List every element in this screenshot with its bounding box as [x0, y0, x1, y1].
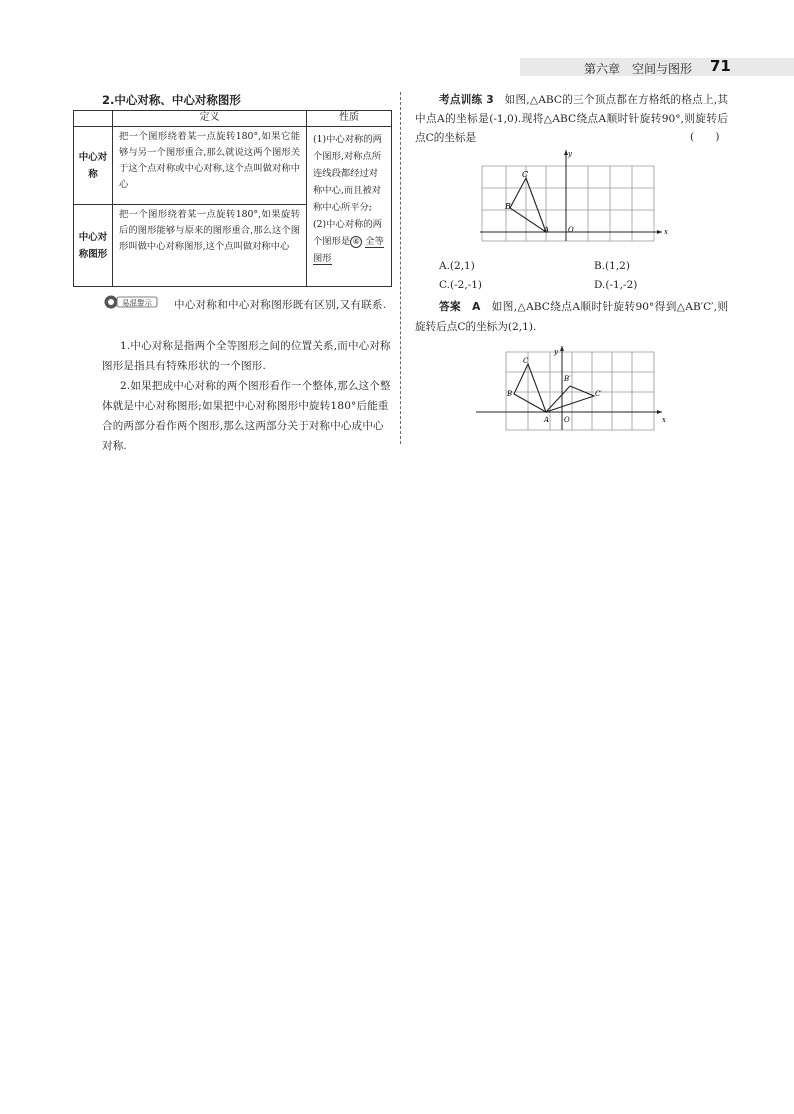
question-body: 如图,△ABC的三个顶点都在方格纸的格点上,其中点A的坐标是(-1,0).现将△ABC绕点A顺时针旋转90°,则旋转后点C的坐标是 [415, 94, 728, 144]
fig1-origin: O [568, 226, 574, 234]
question-label: 考点训练 3 [439, 94, 494, 106]
figure-2-grid [476, 346, 670, 436]
fig2-label-Cp: C′ [595, 390, 602, 398]
fig1-x-label: x [664, 228, 668, 236]
property-part1: (1)中心对称的两个图形,对称点所连线段都经过对称中心,而且被对称中心所平分; [313, 134, 382, 213]
property-cell [307, 127, 392, 287]
fig2-label-A: A [544, 416, 550, 424]
column-divider [400, 92, 401, 444]
tip-text: 中心对称和中心对称图形既有区别,又有联系. [174, 299, 387, 311]
fig2-label-B: B [507, 390, 513, 398]
point-1: 1.中心对称是指两个全等图形之间的位置关系,而中心对称图形是指具有特殊形状的一个图形. [102, 340, 391, 372]
table-corner [74, 111, 113, 127]
fig1-label-B: B [505, 202, 511, 211]
figure-1-grid [480, 148, 670, 248]
property-answer: 全等图形 [313, 236, 384, 264]
answer-label: 答案 [439, 301, 462, 313]
fig2-y-label: y [554, 348, 558, 356]
fig2-label-C: C [523, 357, 529, 365]
row-head-central-symmetry: 中心对称 [74, 127, 113, 205]
definition-central-symmetry: 把一个图形绕着某一点旋转180°,如果它能够与另一个图形重合,那么就说这两个图形关于这个点对称或中心对称,这个点叫做对称中心 [113, 127, 307, 205]
page-number: 71 [710, 57, 731, 75]
option-c[interactable]: C.(-2,-1) [439, 279, 482, 291]
fig2-origin: O [564, 416, 570, 424]
tip-icon-label: 易混警示 [122, 298, 152, 308]
fig2-label-Bp: B′ [564, 375, 571, 383]
row-head-central-symmetric-figure: 中心对称图形 [74, 205, 113, 287]
section-title: 2.中心对称、中心对称图形 [102, 93, 241, 107]
property-part2: (2)中心对称的两个图形是 [313, 219, 382, 247]
fig1-label-C: C [522, 170, 529, 179]
answer-letter: A [472, 301, 481, 313]
definition-central-symmetric-figure: 把一个图形绕着某一点旋转180°,如果旋转后的图形能够与原来的图形重合,那么这个图形叫做中心对称图形,这个点叫做对称中心 [113, 205, 307, 287]
blank-number: ⑥ [350, 236, 362, 248]
chapter-title: 第六章 空间与图形 [584, 62, 693, 76]
definition-table [73, 110, 392, 287]
fig1-y-label: y [568, 150, 572, 158]
col-header-definition: 定义 [113, 111, 307, 127]
option-a[interactable]: A.(2,1) [439, 260, 475, 272]
col-header-property: 性质 [307, 111, 392, 127]
answer-blank: ( ) [690, 131, 720, 143]
question-text [415, 91, 728, 148]
fig1-label-A: A [544, 226, 550, 234]
answer-body: 如图,△ABC绕点A顺时针旋转90°得到△AB′C′,则旋转后点C的坐标为(2,1). [415, 301, 729, 333]
fig2-x-label: x [662, 416, 666, 424]
option-d[interactable]: D.(-1,-2) [594, 279, 638, 291]
option-b[interactable]: B.(1,2) [594, 260, 630, 272]
answer-text [415, 297, 728, 337]
point-2: 2.如果把成中心对称的两个图形看作一个整体,那么这个整体就是中心对称图形;如果把中心对称图形中旋转180°后能重合的两部分看作两个图形,那么这两部分关于对称中心成中心对称. [102, 380, 391, 452]
